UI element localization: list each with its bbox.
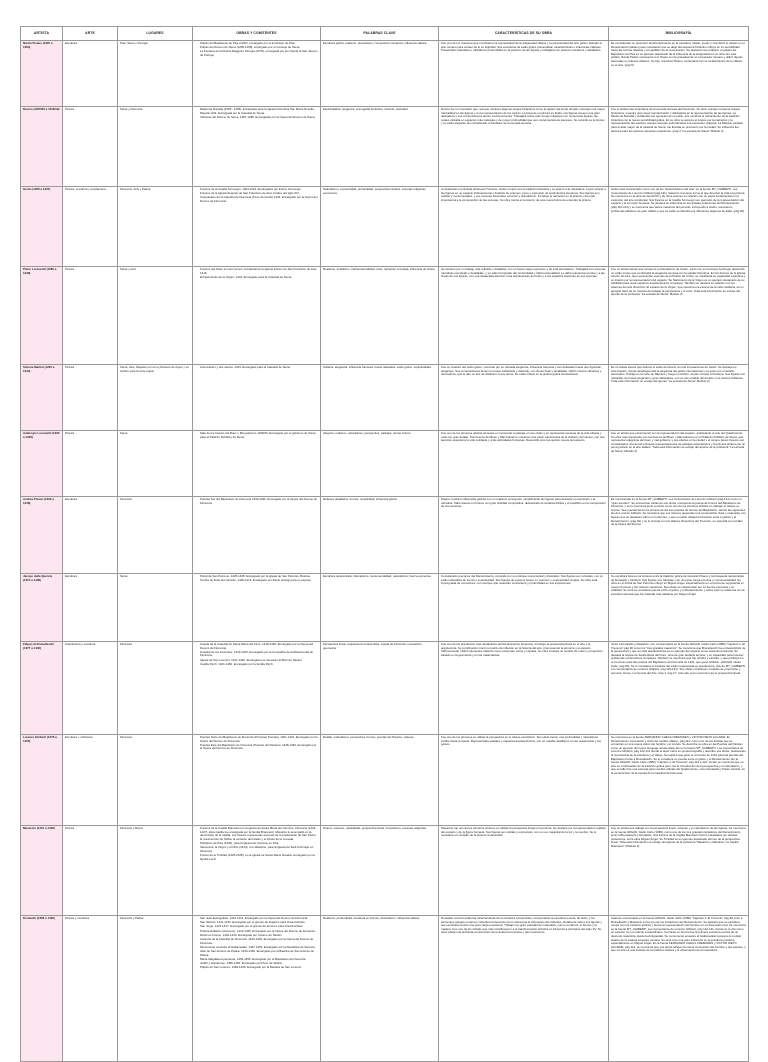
features-cell: Se destacó por un trabajo más refinado y detallista, con un fuerte rasgo expresivo y de sutil dramatismo. Trabajaba con escenas narrativas complejas y detalladas, y en ellas ha logrado dar profundidad y tridimensionalidad. Le daba relevancia al color y a las líneas de sus figuras, con una destacada atención a las arquitecturas de fondo y a los espacios interiores de sus escenas.: [439, 267, 609, 365]
works-list: [195, 917, 318, 970]
bibliography-cell: Es un artista sienés que fusionó el estilo de Duccio con las innovaciones de Giotto. Se destaca su Anunciación, donde despliega toda la elegancia del gótico internacional y su gusto por el detalle decorativo. Trabajó en la corte de Nápoles y luego en Aviñón, donde conoció a Petrarca. Sus figuras son refinadas, de líneas elegantes y gran delicadeza, con un uso notable del dorado y los colores brillantes. Toda esta información se extrajo del apunte "La escuela de Siena" Módulo 2): [609, 365, 749, 431]
work-item: • Santa Ana, la Virgen y el Niño (1424), con Masolino, para la iglesia de Sant'Ambrogio en Florencia.: [200, 846, 318, 853]
table-row: [21, 267, 749, 365]
works-cell: [193, 916, 321, 1062]
work-item: • El Nacimiento de la Virgen. 1342. Encargado para la Catedral de Siena.: [200, 276, 318, 280]
work-item: • Polípticos de Pisa (1426), para la iglesia del Carmine en Pisa.: [200, 842, 318, 846]
art-cell: Escultura: [63, 497, 118, 574]
bibliography-cell: Es mencionado en la fuente MT_GHIBERTI, Los Comentarios de Lorenzo Ghiberti (pág 131) como un "gran escultor". Se encuentran varias de sus obras, incluyendo la puerta de bronce del Baptisterio de Florencia, y se lo menciona junto a Giotto como uno de los primeros artistas en trabajar el relieve en bronce. Sus puertas fueron la primera de las tres puertas de bronce del Baptisterio, siendo las siguientes las de Lorenzo Ghiberti. Se menciona que sus relieves presentan una composición clara y ordenada, con figuras que se destacan sobre un fondo liso, y que su estilo refleja la transición entre el gótico y el Renacimiento. (pág 92) y se lo vincula con los talleres florentinos del Trecento, en especial con el taller de la Opera del Duomo.: [609, 497, 749, 574]
work-item: • Frescos del brazo sur del crucero occidental de la Iglesia Inferior de San Francisco de Asís. 1316.: [200, 268, 318, 275]
artist-cell: Duccio (1255/60 a 1318/19): [21, 107, 63, 187]
places-cell: Pisa, Siena y Perugia: [118, 41, 193, 107]
works-cell: [193, 826, 321, 916]
header-caracteristicas: CARACTERÍSTICAS DE SU OBRA: [439, 27, 609, 41]
artist-cell: Masaccio (1401 a 1428): [21, 826, 63, 916]
keywords-cell: Perspectiva lineal, arquitectura renacentista, cúpula de Florencia, innovación, geometría.: [321, 642, 439, 735]
art-cell: Escultura: [63, 41, 118, 107]
works-list: [195, 827, 318, 861]
places-cell: Florencia y Roma: [118, 826, 193, 916]
bibliography-cell: Fue un artista que trabajó con la perspectiva lineal, volumen y el naturalismo de las figuras. Se menciona en la fuente ARGAN, Giulio Carlo (1986), como uno de los tres grandes iniciadores del Renacimiento junto a Brunelleschi y Donatello. Sus frescos de la Capilla Brancacci fueron estudiados por artistas posteriores, entre ellos Miguel Ángel. Su Trinidad es un ejemplo destacado del uso de la perspectiva lineal. Toda esta información se extrajo del apunte de la profesora "Masaccio y Masolino: La Capilla Brancacci" (Módulo 3).: [609, 826, 749, 916]
work-item: • Judith y Holofernes. 1455-1460. Encargado por Piero de' Medici.: [200, 962, 318, 966]
table-row: [21, 41, 749, 107]
work-item: • Madonna Rucellai (1285 - 1286). Encargada para la iglesia Florentina Sta. María Novella.: [200, 108, 318, 112]
work-item: • Profeta Habacuc (Zuccone). 1423-1435. Encargado por la Opera del Duomo de Florencia.: [200, 930, 318, 934]
work-item: • Vidrieras del Duomo de Siena, 1287-1288. Encargadas por la Opera del Duomo de Siena.: [200, 116, 318, 120]
bibliography-cell: Fue el artista más importante de la escuela sienesa del Duecento. Su obra, aunque conserva rasgos bizantinos, muestra una mayor humanización y delicadeza en la representación de las figuras. La Madonna Rucellai y la Maestà son ejemplos de su estilo, que combina el refinamiento de la tradición bizantina con la nueva sensibilidad gótica. En su obra se aprecia el interés por la narración y la representación del espacio, aunque siempre subordinados a la expresión religiosa. La Maestà, pintada para el altar mayor de la catedral de Siena, fue llevada en procesión por la ciudad. Su influencia fue decisiva para los pintores sieneses posteriores. (pág 4 "La escuela de Siena" Módulo 2): [609, 107, 749, 187]
work-item: • Púlpito de San Lorenzo. 1460-1466. Encargado por la Basílica de San Lorenzo.: [200, 966, 318, 970]
works-cell: [193, 187, 321, 267]
works-cell: [193, 107, 321, 187]
works-list: [195, 498, 318, 505]
features-cell: Fue uno de los arquitectos más destacados del Renacimiento temprano. Introdujo la perspectiva lineal en el arte y la arquitectura. Su contribución marcó un punto de inflexión en la historia del arte, promoviendo la armonía y el espacio tridimensional. Utilizó elementos clásicos como columnas, arcos y cúpulas. Su obra muestra un sentido de orden y proporción basado en la geometría y en las matemáticas.: [439, 642, 609, 735]
keywords-cell: Naturalismo, expresividad, profundidad, perspectiva intuitiva, escenas religiosas, emociones.: [321, 187, 439, 267]
features-cell: Considerado precursor del Renacimiento, conocido por su enfoque monumental y dramático. Sus figuras son robustas, con un estilo naturalista de fuerza y expresividad. Sus figuras de cuerpos tienen un volumen y expresividad propias. Su obra está impregnada de emociones, con cuerpos que muestran movimiento y profundidad en sus expresiones.: [439, 574, 609, 642]
work-item: • Cúpula de la Catedral de Santa María del Fiore. 1418-1436. Encargado por la Opera del Duomo de Florencia.: [200, 643, 318, 650]
work-item: • Altar de San Antonio de Padua. 1446-1450. Encargado por la Basílica de San Antonio de Padua.: [200, 950, 318, 957]
keywords-cell: Realismo, profundidad, escultura en bronce, dramatismo, influencia clásica.: [321, 916, 439, 1062]
art-cell: Arquitectura y escultura: [63, 642, 118, 735]
keywords-cell: Drama, volumen, naturalidad, perspectiva lineal, humanismo, escenas religiosas.: [321, 826, 439, 916]
art-cell: Pintura: [63, 826, 118, 916]
work-item: • Monumento ecuestre al Gattamelata. 1447-1453. Encargado por la República de Venecia.: [200, 946, 318, 950]
works-cell: [193, 574, 321, 642]
work-item: • San Juan Evangelista. 1410-1411. Encargado por la Opera del Duomo de Florencia.: [200, 917, 318, 921]
places-cell: Siena y Florencia: [118, 107, 193, 187]
work-item: • Fresco de la Trinidad (1425-1428), en la iglesia de Santa María Novella, encargado por la familia Lenzi.: [200, 854, 318, 861]
works-list: [195, 575, 318, 583]
places-cell: Siena y Asís: [118, 267, 193, 365]
work-item: • David en bronce. 1440-1443. Encargado por Cosimo de' Medici.: [200, 934, 318, 938]
artist-cell: Filippo di Brunelleschi (1377 a 1446): [21, 642, 63, 735]
work-item: • Capilla Pazzi. 1441-1460. Encargado por la familia Pazzi.: [200, 663, 318, 667]
works-cell: [193, 642, 321, 735]
work-item: • Maestà 1311. Encargada por la Catedral de Siena.: [200, 112, 318, 116]
work-item: • Iglesia de San Lorenzo. 1421-1440. Encargado por Giovanni di Bicci de' Medici.: [200, 659, 318, 663]
artist-cell: Donatello (1386 a 1466): [21, 916, 63, 1062]
artists-table: [20, 26, 749, 1062]
works-cell: [193, 497, 321, 574]
table-row: [21, 497, 749, 574]
work-item: • Campanario de la Catedral de Florencia (Torre de Giotto) 1334. Encargado por la Opera del Duomo de Florencia.: [200, 196, 318, 203]
works-list: [195, 268, 318, 279]
works-list: [195, 366, 318, 370]
table-row: [21, 574, 749, 642]
keywords-cell: Alegoría, realismo, naturalismo, perspectiva, paisajes, temas cívicos.: [321, 431, 439, 497]
works-list: [195, 643, 318, 666]
table-row: [21, 365, 749, 431]
features-cell: Considerado el principal artista del Trecento, Giotto rompió con la tradición bizantina y se acercó a la naturaleza. Logró colocar a las figuras en un espacio tridimensional y dotarlas de volumen, peso y expresión de sentimientos humanos. Sus figuras son sólidas y monumentales, y sus escenas transmiten emoción y dramatismo. Introdujo la narración en la pintura y dio gran importancia a la composición de las escenas. Su obra marca el comienzo de una nueva forma de entender la pintura.: [439, 187, 609, 267]
keywords-cell: Relieves detallados, bronce, simplicidad, influencia gótica.: [321, 497, 439, 574]
work-item: • Cantoría de la Catedral de Florencia. 1433-1439. Encargado por la Opera del Duomo de Florencia.: [200, 938, 318, 945]
art-cell: Pintura: [63, 267, 118, 365]
art-cell: Pintura, escultura y arquitectura: [63, 187, 118, 267]
artist-cell: Jacopo della Quercia (1374 a 1438): [21, 574, 63, 642]
places-cell: Siena: [118, 574, 193, 642]
work-item: • Pulpito del Duomo de Siena (1265-1268), encargado por el Consejo de Siena.: [200, 46, 318, 50]
places-cell: Florencia: [118, 735, 193, 826]
features-cell: Donatello recurrió todas las características de la escultura renacentista, incorporando la escultura exenta, de bulto, y los elementos griegos-romanos, individual al desnudo como referencia al vitruvianos del individuo. Dotaba de vida a sus figuras y sus esculturas tenían una gran carga emocional. Trabajó con gran variedad de materiales, como el mármol, el bronce y la madera. Fue uno de los artistas que más contribuyeron a la transformación artística en Florencia a principios del siglo XV. Su obra refleja una profunda comprensión de la anatomía humana y del movimiento.: [439, 916, 609, 1062]
art-cell: Escultura: [63, 574, 118, 642]
art-cell: Pintura y escultura: [63, 916, 118, 1062]
works-list: [195, 432, 318, 439]
artist-cell: Nicola Pisano (1220 a 1284): [21, 41, 63, 107]
header-artista: ARTISTA: [21, 27, 63, 41]
places-cell: Florencia y Padua: [118, 916, 193, 1062]
work-item: • Puertas Este del Baptisterio de Florencia (Puertas del Paraíso). 1425-1452. Encargado por la Opera del Duomo de Florencia.: [200, 744, 318, 751]
works-cell: [193, 735, 321, 826]
artist-cell: Lorenzo Ghiberti (1378 a 1455): [21, 735, 63, 826]
works-cell: [193, 41, 321, 107]
bibliography-cell: Es considerado un precursor del Renacimiento en la escultura. Vasari, Lucas y Gombrich lo ubican en el Renacimiento italiano pues consideran que se alejó del esquema bizantino influyó en su sensibilidad hacia las formas clásicas y el equilibrio de la composición. Se destacan sus púlpitos: el púlpito del Baptisterio de Pisa es un ejemplo destacado de la influencia de la antigüedad en su obra. En este púlpito, Nicola Pisano representó a la Virgen con la gravedad de un emperador romano y utilizó figuras desnudas en relieves clásicos. Su hijo, Giovanni Pisano, continuaría con la revalorización de lo clásico en el arte. (pág 5): [609, 41, 749, 107]
work-item: • Hospital de los Inocentes. 1419-1445. Encargado por la Compañía de la Misericordia de Florencia.: [200, 651, 318, 658]
work-item: • Puertas Sur del Baptisterio de Florencia 1330-1336. Encargado por la Opera del Duomo de Florencia.: [200, 498, 318, 505]
features-cell: Pisano combinó influencias góticas con un realismo emergente, simplificando las figuras para destacar su expresión y la narrativa. Talló relieves en bronce con gran claridad compositiva, destacando la narrativa bíblica y el equilibrio en la composición de sus escenas.: [439, 497, 609, 574]
bibliography-cell: Giotto está mencionado como uno de los "descubridores del arte" en la fuente MT_GHIBERTI. Los Comentarios de Lorenzo Ghiberti (pág 131). Vasari lo reconoce como el que devolvió la vida a la pintura. Se menciona en la obra de Gombrich y de otros autores en relación con su papel fundamental en la evolución del arte occidental. Sus frescos en la Capilla Scrovegni son ejemplos de la representación del espacio y la emoción humana. Se destaca su influencia en los artistas posteriores del Renacimiento. (pág 110-114) y se menciona que varios maestros del período, incluyendo a Giotto, resolvieron problemas plásticos de gran calado y que su estilo se difundió por diferentes regiones de Italia. (pág 90): [609, 187, 749, 267]
header-lugares: LUGARES: [118, 27, 193, 41]
keywords-cell: Sutileza, elegancia, influencia francesa, líneas delicadas, estilo gótico, espiritualidad.: [321, 365, 439, 431]
work-item: • Puertas Norte del Baptisterio de Florencia (Primeras Puertas). 1401-1424. Encargado por la Opera del Duomo de Florencia.: [200, 736, 318, 743]
places-cell: Siena, Asís, Nápoles por el rey Roberto de Anjou y en Aviñón para la corte papal.: [118, 365, 193, 431]
bibliography-cell: Fue un artista sienés que incorporó el dramatismo de Giotto. Junto con su hermano Ambrogio desarrolló un estilo propio que combinaba la elegancia sienesa con la solidez florentina. En los frescos de la Iglesia Inferior de Asís, que representan escenas de la Pasión de Cristo, se manifiesta su capacidad expresiva y su interés por la representación del espacio. Su Nacimiento de la Virgen es un ejemplo destacado de su habilidad para crear espacios arquitectónicos complejos. También se destaca su relación con los avances del arte florentino. El espacio de la Virgen, que muestra una escena de la vida cotidiana, es un ejemplo claro de su manera de trabajar la perspectiva y el color. Toda esta información se extrajo del apunte de la profesora "La escuela de Siena" Módulo 2): [609, 267, 749, 365]
features-cell: Fue uno de los primeros en utilizar la perspectiva en el relieve escultórico. Sus obras tienen una profundidad y naturalismo inédito hasta la época. Representaba paisajes y espacios arquitectónicos, con un notable detallismo en las vestimentas y los gestos.: [439, 735, 609, 826]
places-cell: Siena: [118, 431, 193, 497]
works-list: [195, 42, 318, 58]
art-cell: Pintura: [63, 107, 118, 187]
keywords-cell: Espiritualidad, elegancia, iconografía bizantina, colorido, suavidad.: [321, 107, 439, 187]
places-cell: Florencia: [118, 497, 193, 574]
work-item: • Tumba de Ilaria del Carretto, 1406-1413. Encargado por Paolo Guinigi para su esposa.: [200, 579, 318, 583]
bibliography-cell: Aparece mencionado en la fuente ARGAN, Giulio Carlo (1986) "Capítulo 1: El Trecento" pág 90 junto a Brunelleschi y Masaccio como uno de los iniciadores del Renacimiento. Se destaca que su escultura rompe con los modelos góticos y busca la representación del hombre en su dimensión real. Se menciona en la fuente MT_GHIBERTI, Los Comentarios de Lorenzo Ghiberti, pág 122-131, donde se lo cita como un escultor con un talento extraordinario. Su David en bronce fue la primera escultura exenta de un desnudo masculino desde la Antigüedad. Su monumento ecuestre al Gattamelata recupera el modelo clásico de la estatua ecuestre romana. Su obra tuvo una gran influencia en la escultura posterior, especialmente en Miguel Ángel. En la fuente FERNANDO CHECA CREMADES y VICTOR NIETO ALCAIDE, pág 114, se menciona que sus obras reflejan la nueva concepción del hombre y del espacio, y que su arte es una síntesis de la tradición clásica y la observación de la naturaleza.: [609, 916, 749, 1062]
table-row: [21, 107, 749, 187]
art-cell: Pintura: [63, 431, 118, 497]
work-item: • La Fontana de la Piazza Maggiore Perugia (1278), encargada por los Operai di San Jacopo de Pistoya.: [200, 50, 318, 57]
header-palabras-clave: PALABRAS CLAVE: [321, 27, 439, 41]
features-cell: Fue uno de los primeros artistas sieneses en incorporar el paisaje en sus obras y en representar escenas de la vida urbana y rural con gran detalle. Sus frescos del Buen y Mal Gobierno muestran una visión panorámica de la ciudad y del campo, con una atención especial a la vida cotidiana y a las actividades humanas. Desarrolló una concepción nueva del espacio.: [439, 431, 609, 497]
work-item: • Portal de San Petronio, 1425-1438. Encargado por la iglesia de San Petronio, Bolonia.: [200, 575, 318, 579]
work-item: • Frescos de la Iglesia Superior de San Francisco de Asís. Frailes del siglo XIV.: [200, 192, 318, 196]
works-cell: [193, 431, 321, 497]
table-row: [21, 916, 749, 1062]
work-item: • Anunciación y dos santos. 1333. Encargado para la Catedral de Siena.: [200, 366, 318, 370]
bibliography-cell: Se menciona en la fuente FERNANDO CHECA CREMADES y VICTOR NIETO ALCAIDE. El Renacimiento. Formación y crisis del modelo clásico, pág 114, como uno de los artistas que se enmarcan en una nueva visión del hombre y el mundo. Se describe su obra en las Puertas del Paraíso como un ejemplo del nuevo lenguaje renacentista. Es en la fuente MT_GHIBERTI, Los Comentarios de Lorenzo Ghiberti, pág 122-131 donde el autor narra su propia biografía y describe sus obras, destacando la importancia de la escultura y el dibujo. Se explica que ganó el concurso de 1401 para las puertas del Baptisterio frente a Brunelleschi. Se lo considera un puente entre el gótico y el Renacimiento. En la fuente ARGAN, Giulio Carlo (1986) "Capítulo 1: El Trecento" pág 112 a 121, donde se menciona que su arte es continuación de la tradición gótica pero con la introducción de la perspectiva y el naturalismo, y que su taller fue una escuela para muchos artistas del Quattrocento, como Donatello y Paolo Uccello, en la construcción de la cúpula de la Catedral de Florencia.: [609, 735, 749, 826]
work-item: • Frescos de la Capilla Brancacci en la iglesia de Santa María del Carmine, Florencia (1424-1427). Esta capilla fue encargada por la familia Brancacci. Masolino lo acompañó en la decoración de la capilla. Los frescos representan escenas de la predicación de San Pedro, la resurrección de Tabita, la curación del lisiado y el tributo de la moneda.: [200, 827, 318, 841]
keywords-cell: Detalle, naturalismo, perspectiva, bronce, puertas del Paraíso, relieves.: [321, 735, 439, 826]
table-row: [21, 431, 749, 497]
table-row: [21, 642, 749, 735]
work-item: • San Jorge. 1415-1417. Encargado por el gremio de armeros para Orsanmichele.: [200, 925, 318, 929]
works-list: [195, 736, 318, 751]
works-cell: [193, 365, 321, 431]
bibliography-cell: Junto a Donatello y Masaccio, son mencionados en la fuente ARGAN, Giulio Carlo (1986) "Capítulo 1: El Trecento" pág 90 como los "tres grandes maestros". Se menciona que Brunelleschi fue el descubridor de la perspectiva y que su obra arquitectónica es un ejemplo del espacio como estructura racional. Se destaca la cúpula de Santa María del Fiore, obra de gran audacia técnica, y su capacidad para resolver problemas constructivos complejos. También se menciona que fue orfebre y escultor, y que participó en el concurso para las puertas del Baptisterio de Florencia en 1401, que ganó Ghiberti. (ARGAN, Giulio Carlo. pág 90). Se lo considera el iniciador del estilo renacentista en arquitectura. (fuente MT_GHIBERTI, Los Comentarios de Lorenzo Ghiberti, pág 122-131). Sus obras constituyen modelos de proporción y armonía. Kemp, La Ciencia del Arte, Cap 1, pág 17, todo ello como precursor de la perspectiva lineal.: [609, 642, 749, 735]
places-cell: Florencia: [118, 642, 193, 735]
artist-cell: Andrea Pisano (1290 a 1348): [21, 497, 63, 574]
artist-cell: Simone Martini (1284 a 1344): [21, 365, 63, 431]
works-list: [195, 108, 318, 120]
artist-cell: Ambrogio Lorenzetti (1290 a 1348): [21, 431, 63, 497]
header-obras: OBRAS Y COMITENTES: [193, 27, 321, 41]
work-item: • Frescos de la Capilla Scrovegni, 1304-1313. Encargados por Enrico Scrovegni.: [200, 188, 318, 192]
table-row: [21, 187, 749, 267]
bibliography-cell: Su escultura busca una síntesis entre la tradición gótica de Giovanni Pisano y la búsqueda renacentista de Donatello y Ghiberti. Sus figuras son robustas, con una gran carga emotiva y monumentalidad. Su obra en el Portal de San Petronio influyó en Miguel Ángel, especialmente en su forma de representar el cuerpo humano y los relieves narrativos. Sus obras se caracterizan por su fuerza expresiva y su vitalidad. Su obra se considera puente entre el gótico y el Renacimiento y sobre todo se relaciona con la escultura sienesa que fue captada más adelante por Miguel Ángel.: [609, 574, 749, 642]
features-cell: Masaccio fue uno de los primeros pintores en utilizar la perspectiva lineal en la pintura. Se destacó por la representación realista del espacio y de la figura humana. Sus figuras son sólidas y expresivas, con un uso magistral de la luz y la sombra. Se lo considera un iniciador de la pintura renacentista.: [439, 826, 609, 916]
header-row: [21, 27, 749, 41]
header-arte: ARTE: [63, 27, 118, 41]
features-cell: Duccio fue un innovador que, aunque mantuvo algunos rasgos bizantinos como la rigidez del fondo dorado, introdujo una mayor naturalidad en las figuras y en la representación de los rostros. La línea de su pintura es fluida, sus figuras poseen una gran delicadeza y sus composiciones tienen mucha armonía. Trabajaba sobre todo temas religiosos con numerosas figuras, las cuales ubicaba en espacios más naturales y de mayor profundidad que sus contemporáneos sieneses. Su colorido es luminoso y su estilo elegante. Es considerado el fundador de la escuela sienesa.: [439, 107, 609, 187]
artist-cell: Pietro Lorenzetti (1280 a 1348): [21, 267, 63, 365]
art-cell: Pintura: [63, 365, 118, 431]
table-row: [21, 826, 749, 916]
table-row: [21, 735, 749, 826]
works-cell: [193, 267, 321, 365]
header-bibliografia: BIBLIOGRAFÍA: [609, 27, 749, 41]
bibliography-cell: Fue un artista que experimentó con la representación del espacio, anticipando el arte del Quattrocento. Su obra más importante son los frescos del Buen y Mal Gobierno en el Palazzo Pubblico de Siena, que representan alegorías del buen y mal gobierno y sus efectos en la ciudad y el campo. Estos frescos son considerados una de las primeras representaciones de paisajes panorámicos y la primera pintura con un tema profano en el arte italiano. Toda esta información se extrajo del apunte de la profesora "La escuela de Siena" Módulo 2): [609, 431, 749, 497]
work-item: • Sala de los frescos del Buen y Mal gobierno 1338/40. Encargado por el gobierno de Siena para el Palazzo Pubblico de Siena.: [200, 432, 318, 439]
keywords-cell: Escultura gótica, realismo, dramatismo, composición simétrica, influencia clásica.: [321, 41, 439, 107]
places-cell: Florencia, Asís y Padua: [118, 187, 193, 267]
features-cell: Fue un maestro del estilo gótico, conocido por su refinada elegancia, influencia francesa y sus delicadas líneas que figurarán elegantes. Sus composiciones tienen un toque sofisticado y delicado, con líneas finas y detalladas. Utilizó colores vibrantes y decorativos, que le dan un aire de distinción a sus obras. Su estilo influyó en la pintura gótica internacional.: [439, 365, 609, 431]
work-item: • San Marcos. 1411-1413. Encargado por el gremio de linajeros para Orsanmichele.: [200, 921, 318, 925]
work-item: • María Magdalena penitente. 1453-1455. Encargado por el Baptisterio de Florencia.: [200, 958, 318, 962]
work-item: • Pulpito del Baptisterio de Pisa (1260), encargado por el arzobispo de Pisa.: [200, 42, 318, 46]
works-list: [195, 188, 318, 204]
art-cell: Escultura y orfebrería: [63, 735, 118, 826]
keywords-cell: Realismo, detallismo, tridimensionalidad, color, narración compleja, influencia de Giotto.: [321, 267, 439, 365]
artist-cell: Giotto (1266 a 1337): [21, 187, 63, 267]
features-cell: Fue uno de los maestros que combinaron la expresividad de la antigüedad clásica y la expresividad del arte gótico. Estudió el arte romano para extraer de él su dignidad. Sus esculturas de estilo gótico presentaban características e influencias clásicas. Presentaba naturalismo, utilizaba la profundidad en la posición de las figuras y trabajaba con relieves narrativos y detallados.: [439, 41, 609, 107]
keywords-cell: Escultura renacentista, dramatismo, monumentalidad, naturalismo, fuerza expresiva.: [321, 574, 439, 642]
